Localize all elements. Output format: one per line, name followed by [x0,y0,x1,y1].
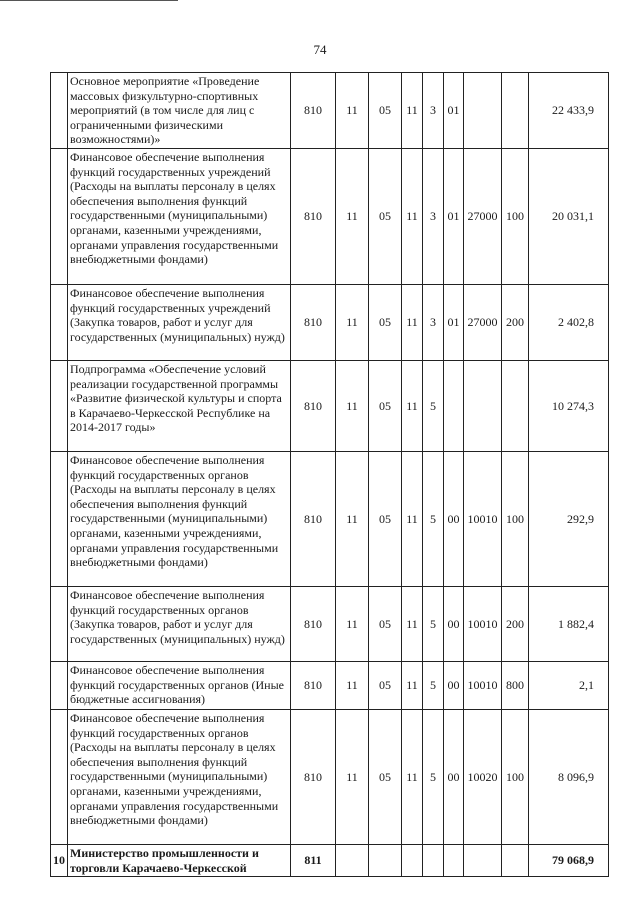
grbs-cell: 810 [291,73,336,149]
row-number-cell [51,662,68,710]
direction-code-cell: 10010 [464,587,502,662]
subprogram-code-cell: 5 [423,361,444,452]
subsection-cell: 05 [369,73,402,149]
section-cell: 11 [336,710,369,845]
amount-cell: 8 096,9 [529,710,609,845]
row-number-cell [51,587,68,662]
expense-type-cell: 800 [502,662,529,710]
program-code-cell: 11 [402,710,423,845]
expense-type-cell [502,845,529,877]
section-cell [336,845,369,877]
program-code-cell: 11 [402,452,423,587]
subsection-cell: 05 [369,149,402,285]
row-name-cell: Финансовое обеспечение выполнения функций государственных органов (Закупка товаров, работ и услуг для государственных (муниципальных) нужд) [68,587,291,662]
activity-code-cell: 00 [444,452,464,587]
grbs-cell: 810 [291,361,336,452]
activity-code-cell [444,361,464,452]
row-number-cell [51,73,68,149]
expense-type-cell [502,361,529,452]
subprogram-code-cell: 3 [423,73,444,149]
subsection-cell: 05 [369,587,402,662]
row-number-cell [51,710,68,845]
subsection-cell: 05 [369,361,402,452]
row-number-cell: 10 [51,845,68,877]
section-cell: 11 [336,73,369,149]
row-name-cell: Финансовое обеспечение выполнения функций государственных органов (Расходы на выплаты персоналу в целях обеспечения выполнения функций государственными (муниципальными) органами, казенными учреждениями, органами управления государственными внебюджетными фондами) [68,452,291,587]
activity-code-cell [444,845,464,877]
subprogram-code-cell: 3 [423,285,444,361]
activity-code-cell: 01 [444,285,464,361]
direction-code-cell: 10020 [464,710,502,845]
program-code-cell: 11 [402,587,423,662]
amount-cell: 22 433,9 [529,73,609,149]
section-cell: 11 [336,361,369,452]
budget-table [50,72,609,877]
expense-type-cell: 100 [502,149,529,285]
row-number-cell [51,149,68,285]
top-rule [0,0,178,1]
amount-cell: 2,1 [529,662,609,710]
expense-type-cell: 200 [502,285,529,361]
grbs-cell: 810 [291,285,336,361]
amount-cell: 292,9 [529,452,609,587]
grbs-cell: 810 [291,662,336,710]
subsection-cell: 05 [369,662,402,710]
grbs-cell: 810 [291,710,336,845]
row-number-cell [51,285,68,361]
section-cell: 11 [336,285,369,361]
amount-cell: 20 031,1 [529,149,609,285]
subprogram-code-cell: 5 [423,710,444,845]
table-row [51,73,609,149]
amount-cell: 79 068,9 [529,845,609,877]
direction-code-cell: 10010 [464,452,502,587]
page-number: 74 [313,42,327,57]
row-name-cell: Финансовое обеспечение выполнения функций государственных органов (Иные бюджетные ассигнования) [68,662,291,710]
subprogram-code-cell: 3 [423,149,444,285]
direction-code-cell [464,845,502,877]
activity-code-cell: 00 [444,710,464,845]
program-code-cell [402,845,423,877]
direction-code-cell [464,73,502,149]
program-code-cell: 11 [402,662,423,710]
row-name-cell: Финансовое обеспечение выполнения функций государственных учреждений (Расходы на выплаты персоналу в целях обеспечения выполнения функций государственными (муниципальными) органами, казенными учреждениями, органами управления государственными внебюджетными фондами) [68,149,291,285]
activity-code-cell: 01 [444,149,464,285]
section-cell: 11 [336,587,369,662]
grbs-cell: 811 [291,845,336,877]
activity-code-cell: 00 [444,662,464,710]
grbs-cell: 810 [291,149,336,285]
program-code-cell: 11 [402,73,423,149]
direction-code-cell: 27000 [464,149,502,285]
program-code-cell: 11 [402,149,423,285]
direction-code-cell [464,361,502,452]
program-code-cell: 11 [402,361,423,452]
direction-code-cell: 10010 [464,662,502,710]
section-cell: 11 [336,662,369,710]
subsection-cell: 05 [369,452,402,587]
subsection-cell [369,845,402,877]
table-row [51,149,609,285]
row-name-cell: Финансовое обеспечение выполнения функций государственных органов (Расходы на выплаты персоналу в целях обеспечения выполнения функций государственными (муниципальными) органами, казенными учреждениями, органами управления государственными внебюджетными фондами) [68,710,291,845]
subprogram-code-cell: 5 [423,452,444,587]
expense-type-cell: 200 [502,587,529,662]
subsection-cell: 05 [369,710,402,845]
row-number-cell [51,452,68,587]
subprogram-code-cell: 5 [423,587,444,662]
grbs-cell: 810 [291,452,336,587]
row-name-cell: Подпрограмма «Обеспечение условий реализации государственной программы «Развитие физической культуры и спорта в Карачаево-Черкесской Республике на 2014-2017 годы» [68,361,291,452]
ministry-total-row [51,845,609,877]
program-code-cell: 11 [402,285,423,361]
row-name-cell: Финансовое обеспечение выполнения функций государственных учреждений (Закупка товаров, работ и услуг для государственных (муниципальных) нужд) [68,285,291,361]
subsection-cell: 05 [369,285,402,361]
table-row [51,452,609,587]
amount-cell: 10 274,3 [529,361,609,452]
section-cell: 11 [336,149,369,285]
subprogram-code-cell: 5 [423,662,444,710]
table-row [51,361,609,452]
amount-cell: 1 882,4 [529,587,609,662]
expense-type-cell: 100 [502,452,529,587]
expense-type-cell [502,73,529,149]
activity-code-cell: 00 [444,587,464,662]
row-name-cell: Министерство промышленности и торговли Карачаево-Черкесской [68,845,291,877]
row-name-cell: Основное мероприятие «Проведение массовых физкультурно-спортивных мероприятий (в том числе для лиц с ограниченными физическими возможностями)» [68,73,291,149]
expense-type-cell: 100 [502,710,529,845]
table-row [51,587,609,662]
activity-code-cell: 01 [444,73,464,149]
table-row [51,710,609,845]
table-row [51,285,609,361]
row-number-cell [51,361,68,452]
grbs-cell: 810 [291,587,336,662]
table-row [51,662,609,710]
section-cell: 11 [336,452,369,587]
subprogram-code-cell [423,845,444,877]
direction-code-cell: 27000 [464,285,502,361]
amount-cell: 2 402,8 [529,285,609,361]
